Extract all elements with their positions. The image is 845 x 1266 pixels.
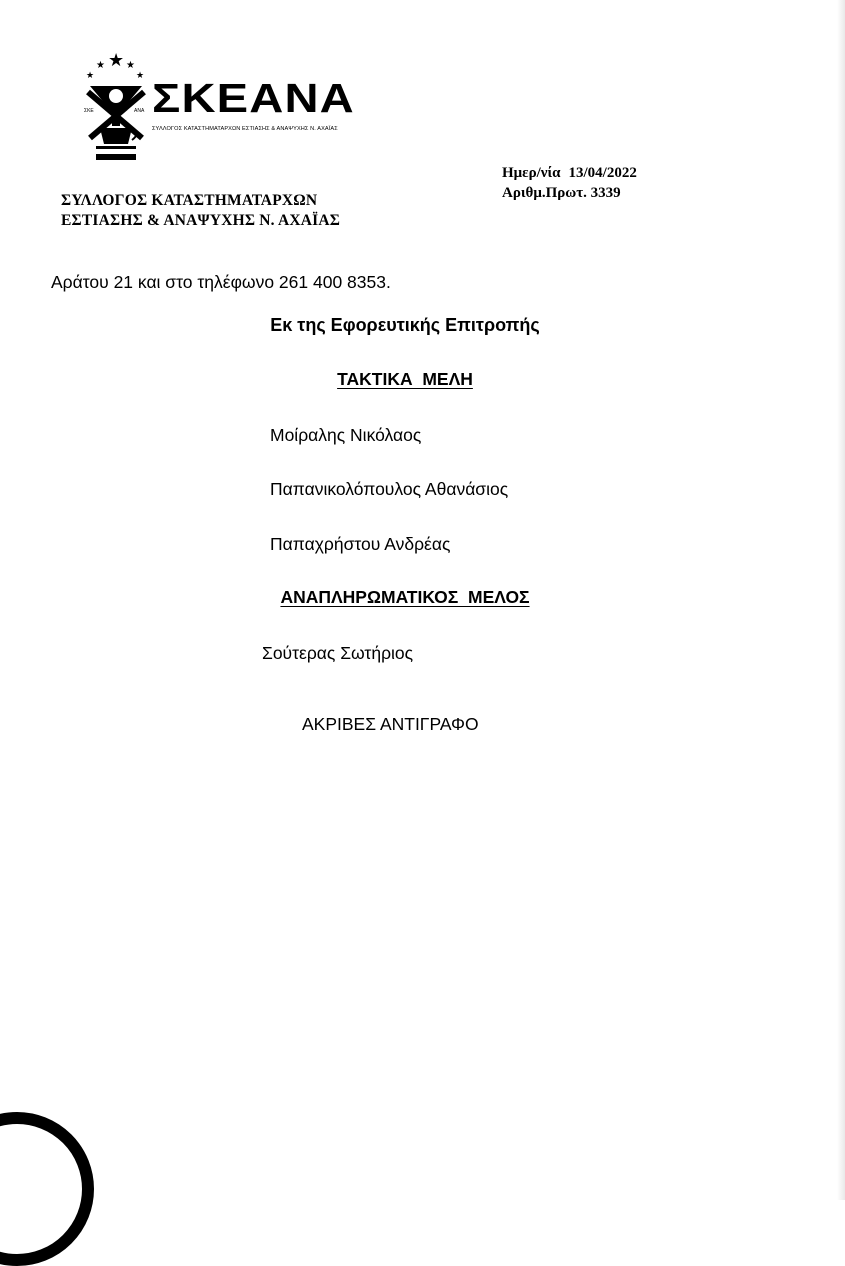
protocol-value: 3339 <box>590 185 621 201</box>
address-line: Αράτου 21 και στο τηλέφωνο 261 400 8353. <box>51 272 391 292</box>
regular-members-heading <box>0 369 810 390</box>
page-edge-shadow <box>837 0 845 1200</box>
svg-text:★: ★ <box>86 70 95 80</box>
emblem-label-right: ΑΝΑ <box>134 108 145 114</box>
member-name: Παπαχρήστου Ανδρέας <box>270 534 451 554</box>
substitute-member-name: Σούτερας Σωτήριος <box>262 643 414 663</box>
skeana-logo <box>80 50 355 166</box>
date-label: Ημερ/νία <box>502 165 561 181</box>
regular-members-heading-text: ΤΑΚΤΙΚΑ ΜΕΛΗ <box>337 369 473 389</box>
protocol-label: Αριθμ.Πρωτ. <box>502 185 587 201</box>
emblem-label-left: ΣΚΕ <box>84 108 94 114</box>
logo-subtitle: ΣΥΛΛΟΓΟΣ ΚΑΤΑΣΤΗΜΑΤΑΡΧΩΝ ΕΣΤΙΑΣΗΣ & ΑΝΑΨΥΧΗΣ Ν. ΑΧΑΪΑΣ <box>152 126 338 132</box>
committee-title: Εκ της Εφορευτικής Επιτροπής <box>270 315 540 335</box>
date-value: 13/04/2022 <box>568 165 637 181</box>
organization-name <box>61 191 340 231</box>
svg-text:★: ★ <box>96 60 105 71</box>
certified-copy-label: ΑΚΡΙΒΕΣ ΑΝΤΙΓΡΑΦΟ <box>302 714 479 734</box>
svg-text:★: ★ <box>108 50 125 70</box>
substitute-member-heading-text: ΑΝΑΠΛΗΡΩΜΑΤΙΚΟΣ ΜΕΛΟΣ <box>280 587 530 607</box>
member-name: Μοίραλης Νικόλαος <box>270 425 422 445</box>
substitute-member-heading <box>0 587 810 608</box>
member-name: Παπανικολόπουλος Αθανάσιος <box>270 479 509 499</box>
logo-wordmark: ΣΚΕΑΝΑ <box>152 75 355 121</box>
circle-button-icon[interactable] <box>0 1112 94 1266</box>
organization-line-2: ΕΣΤΙΑΣΗΣ & ΑΝΑΨΥΧΗΣ Ν. ΑΧΑΪΑΣ <box>61 212 341 229</box>
date-row <box>502 163 637 183</box>
svg-text:★: ★ <box>136 70 145 80</box>
protocol-row <box>502 183 637 203</box>
svg-text:★: ★ <box>126 60 135 71</box>
document-meta <box>502 163 637 203</box>
organization-line-1: ΣΥΛΛΟΓΟΣ ΚΑΤΑΣΤΗΜΑΤΑΡΧΩΝ <box>61 192 318 209</box>
